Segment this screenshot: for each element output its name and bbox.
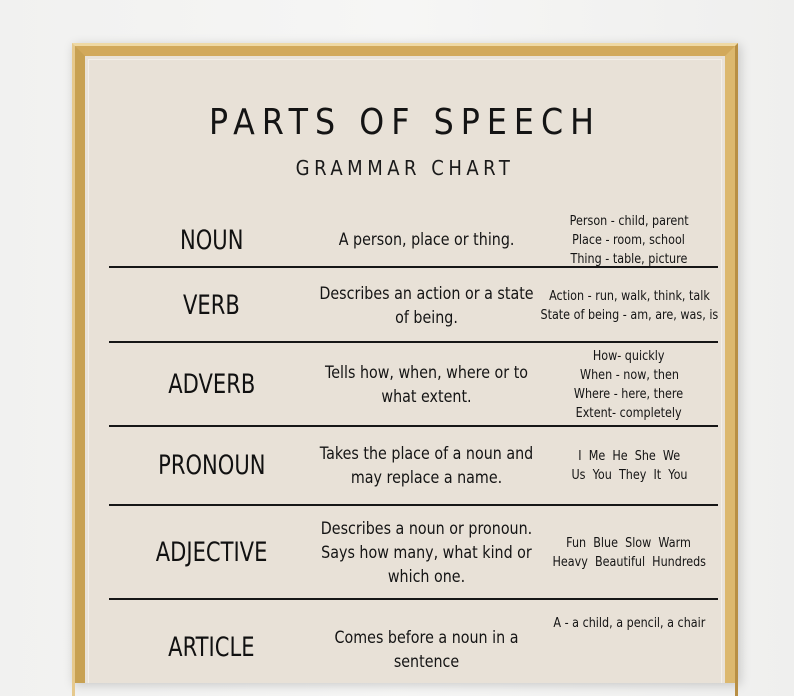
definition-adverb: Tells how, when, where or to what extent. bbox=[324, 362, 529, 407]
example-line: When - now, then bbox=[579, 367, 679, 383]
term-noun: NOUN bbox=[179, 224, 244, 256]
definition-noun: A person, place or thing. bbox=[338, 230, 515, 250]
examples-article bbox=[539, 614, 719, 670]
example-line: Heavy Beautiful Hundreds bbox=[552, 554, 706, 570]
example-line: State of being - am, are, was, is bbox=[540, 307, 718, 323]
example-line: Thing - table, picture bbox=[570, 251, 688, 267]
example-line: Fun Blue Slow Warm bbox=[566, 535, 692, 551]
grammar-poster bbox=[88, 59, 722, 683]
term-verb: VERB bbox=[183, 290, 240, 321]
example-line: Person - child, parent bbox=[569, 213, 689, 229]
definition-adjective: Describes a noun or pronoun. Says how many, what kind or which one. bbox=[320, 518, 533, 587]
examples-adverb bbox=[539, 343, 719, 426]
picture-frame bbox=[72, 43, 738, 683]
example-line: How- quickly bbox=[593, 348, 665, 364]
example-line: Us You They It You bbox=[570, 467, 688, 483]
definition-article: Comes before a noun in a sentence bbox=[334, 628, 519, 672]
row-verb bbox=[109, 268, 718, 343]
term-adverb: ADVERB bbox=[167, 369, 256, 400]
example-line: Where - here, there bbox=[574, 386, 684, 402]
row-article bbox=[109, 600, 718, 670]
example-line: I Me He She We bbox=[578, 448, 680, 464]
examples-verb bbox=[539, 268, 719, 343]
example-line: Place - room, school bbox=[572, 232, 686, 248]
poster-title: PARTS OF SPEECH bbox=[208, 102, 602, 143]
row-pronoun bbox=[109, 427, 718, 504]
example-line: Action - run, walk, think, talk bbox=[548, 288, 710, 304]
examples-adjective bbox=[539, 506, 719, 599]
row-adjective bbox=[109, 506, 718, 599]
example-line: Extent- completely bbox=[576, 405, 682, 421]
term-article: ARTICLE bbox=[168, 632, 255, 663]
definition-pronoun: Takes the place of a noun and may replace a name. bbox=[319, 443, 534, 488]
definition-verb: Describes an action or a state of being. bbox=[319, 283, 534, 328]
example-line: A - a child, a pencil, a chair bbox=[553, 616, 705, 631]
term-pronoun: PRONOUN bbox=[157, 450, 266, 481]
poster-subtitle: GRAMMAR CHART bbox=[295, 156, 515, 180]
examples-pronoun bbox=[539, 427, 719, 504]
term-adjective: ADJECTIVE bbox=[155, 537, 268, 568]
row-adverb bbox=[109, 343, 718, 426]
